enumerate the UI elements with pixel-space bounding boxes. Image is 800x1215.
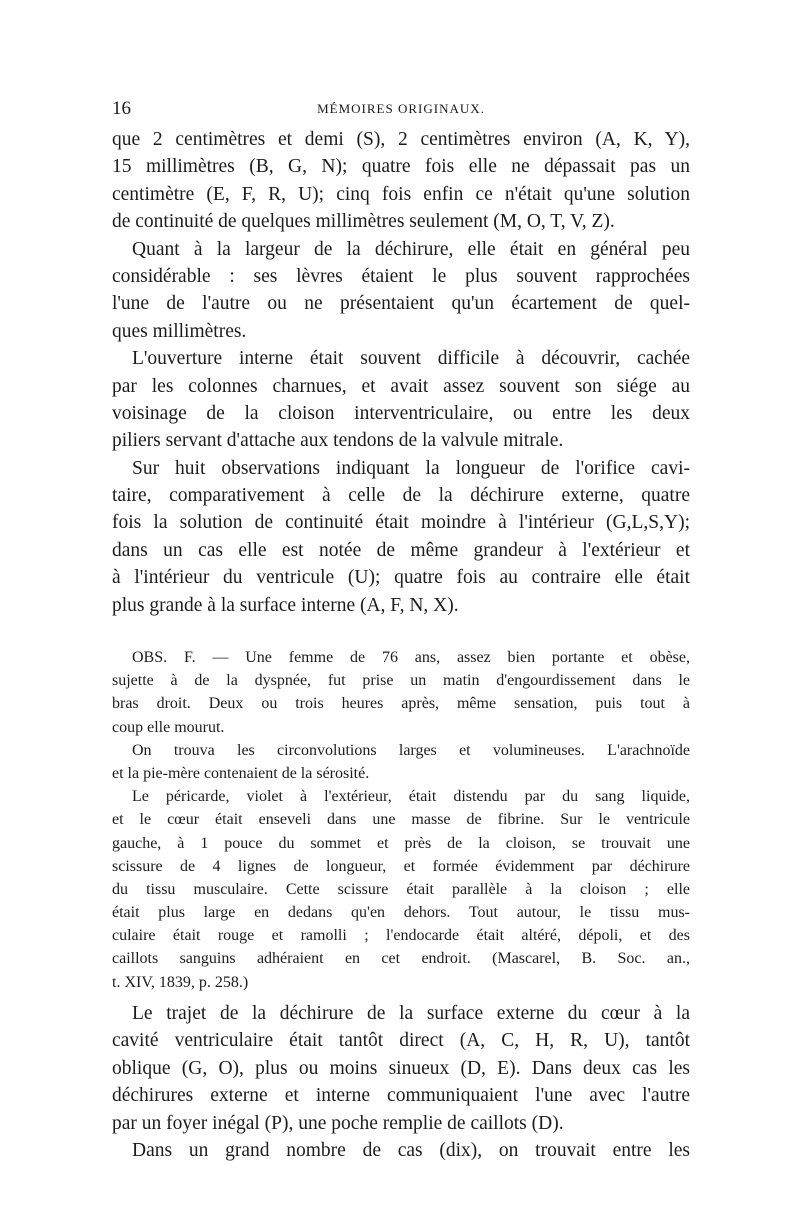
page-number: 16 bbox=[112, 98, 131, 119]
note-line: scissure de 4 lignes de longueur, et formée évidemment par déchirure bbox=[112, 857, 690, 875]
note-line: et le cœur était enseveli dans une masse de fibrine. Sur le ventricule bbox=[112, 811, 690, 829]
note-line: gauche, à 1 pouce du sommet et près de la cloison, se trouvait une bbox=[112, 834, 690, 852]
text-line: dans un cas elle est notée de même grandeur à l'extérieur et bbox=[112, 539, 690, 561]
note-line: coup elle mourut. bbox=[112, 718, 225, 736]
text-line: cavité ventriculaire était tantôt direct (A, C, H, R, U), tantôt bbox=[112, 1030, 690, 1052]
text-line: Le trajet de la déchirure de la surface externe du cœur à la bbox=[132, 1003, 690, 1024]
text-line: 15 millimètres (B, G, N); quatre fois elle ne dépassait pas un bbox=[112, 156, 690, 178]
note-line: et la pie-mère contenaient de la sérosité. bbox=[112, 764, 370, 782]
text-line: centimètre (E, F, R, U); cinq fois enfin ce n'était qu'une solution bbox=[112, 183, 690, 205]
note-line: caillots sanguins adhéraient en cet endroit. (Mascarel, B. Soc. an., bbox=[112, 950, 690, 968]
text-line: par les colonnes charnues, et avait assez souvent son siége au bbox=[112, 375, 690, 397]
note-line: bras droit. Deux ou trois heures après, même sensation, puis tout à bbox=[112, 695, 690, 713]
text-line: par un foyer inégal (P), une poche remplie de caillots (D). bbox=[112, 1112, 564, 1134]
text-line: que 2 centimètres et demi (S), 2 centimètres environ (A, K, Y), bbox=[112, 129, 690, 150]
text-line: oblique (G, O), plus ou moins sinueux (D, E). Dans deux cas les bbox=[112, 1057, 690, 1079]
note-line: Le péricarde, violet à l'extérieur, était distendu par du sang liquide, bbox=[132, 788, 690, 806]
text-line: fois la solution de continuité était moindre à l'intérieur (G,L,S,Y); bbox=[112, 512, 690, 534]
text-line: voisinage de la cloison interventriculaire, ou entre les deux bbox=[112, 402, 690, 424]
note-line: OBS. F. — Une femme de 76 ans, assez bien portante et obèse, bbox=[132, 649, 690, 666]
text-line: piliers servant d'attache aux tendons de la valvule mitrale. bbox=[112, 430, 564, 452]
note-line: sujette à de la dyspnée, fut prise un matin d'engourdissement dans le bbox=[112, 672, 690, 690]
text-line: ques millimètres. bbox=[112, 320, 247, 342]
note-line: t. XIV, 1839, p. 258.) bbox=[112, 973, 249, 991]
text-line: Dans un grand nombre de cas (dix), on trouvait entre les bbox=[132, 1139, 690, 1161]
observation-note bbox=[112, 646, 690, 994]
text-line: déchirures externe et interne communiquaient l'une avec l'autre bbox=[112, 1085, 690, 1107]
running-head: MÉMOIRES ORIGINAUX. bbox=[317, 101, 485, 116]
body-text-bottom bbox=[112, 1000, 690, 1164]
text-line: Sur huit observations indiquant la longueur de l'orifice cavi- bbox=[132, 457, 690, 479]
text-line: de continuité de quelques millimètres seulement (M, O, T, V, Z). bbox=[112, 211, 615, 233]
body-text-top bbox=[112, 126, 690, 619]
text-line: l'une de l'autre ou ne présentaient qu'un écartement de quel- bbox=[112, 293, 690, 315]
text-line: Quant à la largeur de la déchirure, elle était en général peu bbox=[132, 238, 690, 260]
page-header bbox=[112, 98, 690, 122]
note-line: On trouva les circonvolutions larges et volumineuses. L'arachnoïde bbox=[132, 741, 690, 759]
text-line: à l'intérieur du ventricule (U); quatre fois au contraire elle était bbox=[112, 567, 690, 589]
text-line: plus grande à la surface interne (A, F, N, X). bbox=[112, 594, 459, 616]
text-line: taire, comparativement à celle de la déchirure externe, quatre bbox=[112, 485, 690, 507]
note-line: du tissu musculaire. Cette scissure était parallèle à la cloison ; elle bbox=[112, 880, 690, 898]
note-line: était plus large en dedans qu'en dehors. Tout autour, le tissu mus- bbox=[112, 904, 690, 922]
text-line: considérable : ses lèvres étaient le plus souvent rapprochées bbox=[112, 265, 690, 287]
note-line: culaire était rouge et ramolli ; l'endocarde était altéré, dépoli, et des bbox=[112, 927, 690, 945]
text-line: L'ouverture interne était souvent difficile à découvrir, cachée bbox=[132, 348, 690, 370]
